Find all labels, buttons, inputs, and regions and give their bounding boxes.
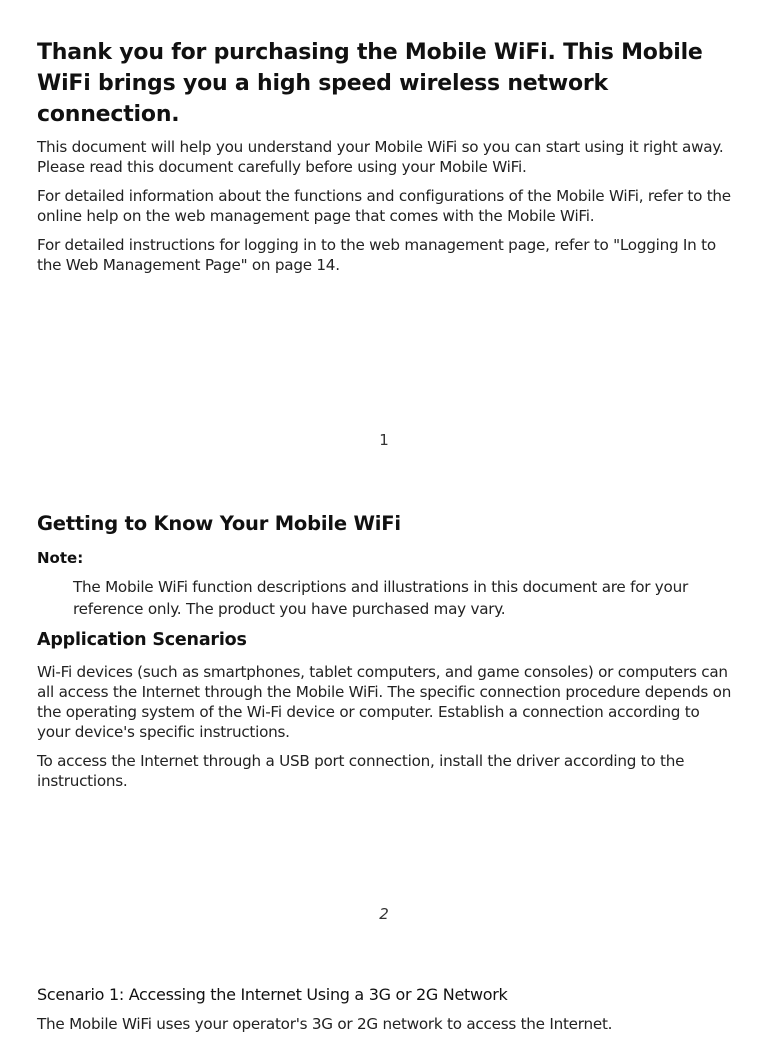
scenarios-paragraph: Wi-Fi devices (such as smartphones, tablet computers, and game consoles) or computers can all access the Internet through the Mobile WiFi. The specific connection procedure depends on the operating system of the Wi-Fi device or computer. Establish a connection according to your device's specific instructions. bbox=[37, 663, 732, 741]
functions-paragraph: For detailed information about the functions and configurations of the Mobile WiFi, refer to the online help on the web management page that comes with the Mobile WiFi. bbox=[37, 187, 731, 225]
document-page-3 bbox=[0, 985, 768, 1043]
page-title: Thank you for purchasing the Mobile WiFi. This Mobile WiFi brings you a high speed wireless network connection. bbox=[37, 40, 703, 127]
note-label: Note: bbox=[37, 549, 84, 567]
subsection-heading: Application Scenarios bbox=[37, 630, 247, 650]
usb-paragraph: To access the Internet through a USB port connection, install the driver according to the instructions. bbox=[37, 752, 685, 790]
login-paragraph: For detailed instructions for logging in to the web management page, refer to "Logging In to the Web Management Page" on page 14. bbox=[37, 236, 716, 274]
scenario-heading: Scenario 1: Accessing the Internet Using a 3G or 2G Network bbox=[37, 985, 508, 1004]
document-page-2 bbox=[0, 512, 768, 800]
page-number-2: 2 bbox=[379, 905, 389, 923]
page-number-1: 1 bbox=[379, 431, 389, 449]
scenario-paragraph: The Mobile WiFi uses your operator's 3G or 2G network to access the Internet. bbox=[37, 1015, 613, 1033]
note-text: The Mobile WiFi function descriptions and illustrations in this document are for your reference only. The product you have purchased may vary. bbox=[73, 578, 688, 618]
section-heading: Getting to Know Your Mobile WiFi bbox=[37, 512, 401, 535]
intro-paragraph: This document will help you understand your Mobile WiFi so you can start using it right away. Please read this document carefully before using your Mobile WiFi. bbox=[37, 138, 724, 176]
document-page-1 bbox=[0, 37, 768, 284]
